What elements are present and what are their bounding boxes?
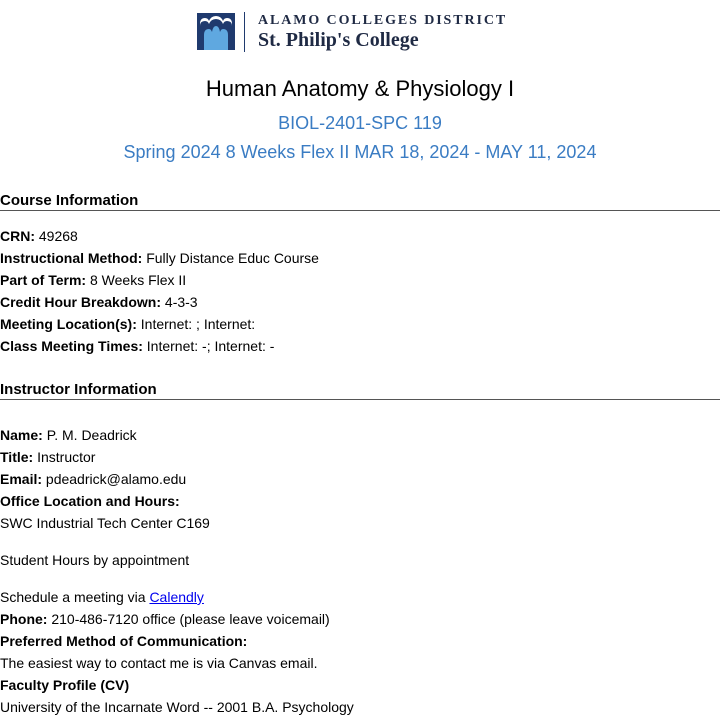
schedule-row: [0, 589, 204, 605]
phone-value: 210-486-7120 office (please leave voicemail): [51, 611, 330, 627]
instructor-email-row: [0, 471, 186, 487]
logo-divider: [244, 12, 245, 52]
office-label: Office Location and Hours:: [0, 493, 180, 509]
cv-label-row: [0, 677, 129, 693]
phone-row: [0, 611, 330, 627]
credit-row: [0, 294, 198, 310]
instructor-info-heading: Instructor Information: [0, 381, 720, 400]
location-row: [0, 316, 255, 332]
logo-college-text: St. Philip's College: [258, 29, 419, 51]
course-info-heading: Course Information: [0, 192, 720, 211]
part-of-term-label: Part of Term:: [0, 272, 87, 288]
college-logo: [197, 12, 527, 52]
course-code: BIOL-2401-SPC 119: [278, 113, 442, 133]
faculty-profile-label: Faculty Profile (CV): [0, 677, 130, 693]
phone-label: Phone:: [0, 611, 48, 627]
location-label: Meeting Location(s):: [0, 316, 137, 332]
times-value: Internet: -; Internet: -: [146, 338, 275, 354]
instructor-email-value: pdeadrick@alamo.edu: [45, 471, 187, 487]
pref-label-row: [0, 633, 247, 649]
credit-value: 4-3-3: [164, 294, 198, 310]
method-row: [0, 250, 319, 266]
instructor-name-value: P. M. Deadrick: [46, 427, 137, 443]
schedule-text: Schedule a meeting via: [0, 589, 146, 605]
part-of-term-value: 8 Weeks Flex II: [89, 272, 187, 288]
times-row: [0, 338, 274, 354]
cv-degree-line: University of the Incarnate Word -- 2001 B.A. Psychology: [0, 699, 354, 715]
times-label: Class Meeting Times:: [0, 338, 143, 354]
instructor-title-value: Instructor: [37, 449, 96, 465]
logo-district-text: ALAMO COLLEGES DISTRICT: [258, 13, 508, 28]
location-value: Internet: ; Internet:: [140, 316, 256, 332]
part-of-term-row: [0, 272, 186, 288]
office-location: SWC Industrial Tech Center C169: [0, 515, 210, 531]
instructor-name-label: Name:: [0, 427, 43, 443]
instructor-email-label: Email:: [0, 471, 43, 487]
method-label: Instructional Method:: [0, 250, 143, 266]
pref-comm-label: Preferred Method of Communication:: [0, 633, 248, 649]
course-term: Spring 2024 8 Weeks Flex II MAR 18, 2024 - MAY 11, 2024: [123, 142, 597, 162]
college-arch-icon: [197, 13, 235, 50]
student-hours: Student Hours by appointment: [0, 552, 190, 568]
instructor-title-row: [0, 449, 95, 465]
crn-row: [0, 228, 78, 244]
calendly-link[interactable]: Calendly: [149, 589, 204, 605]
instructor-title-label: Title:: [0, 449, 34, 465]
course-title: Human Anatomy & Physiology I: [205, 76, 515, 101]
office-label-row: [0, 493, 180, 509]
crn-label: CRN:: [0, 228, 35, 244]
method-value: Fully Distance Educ Course: [146, 250, 319, 266]
instructor-name-row: [0, 427, 137, 443]
crn-value: 49268: [38, 228, 78, 244]
pref-comm-value: The easiest way to contact me is via Canvas email.: [0, 655, 318, 671]
credit-label: Credit Hour Breakdown:: [0, 294, 162, 310]
